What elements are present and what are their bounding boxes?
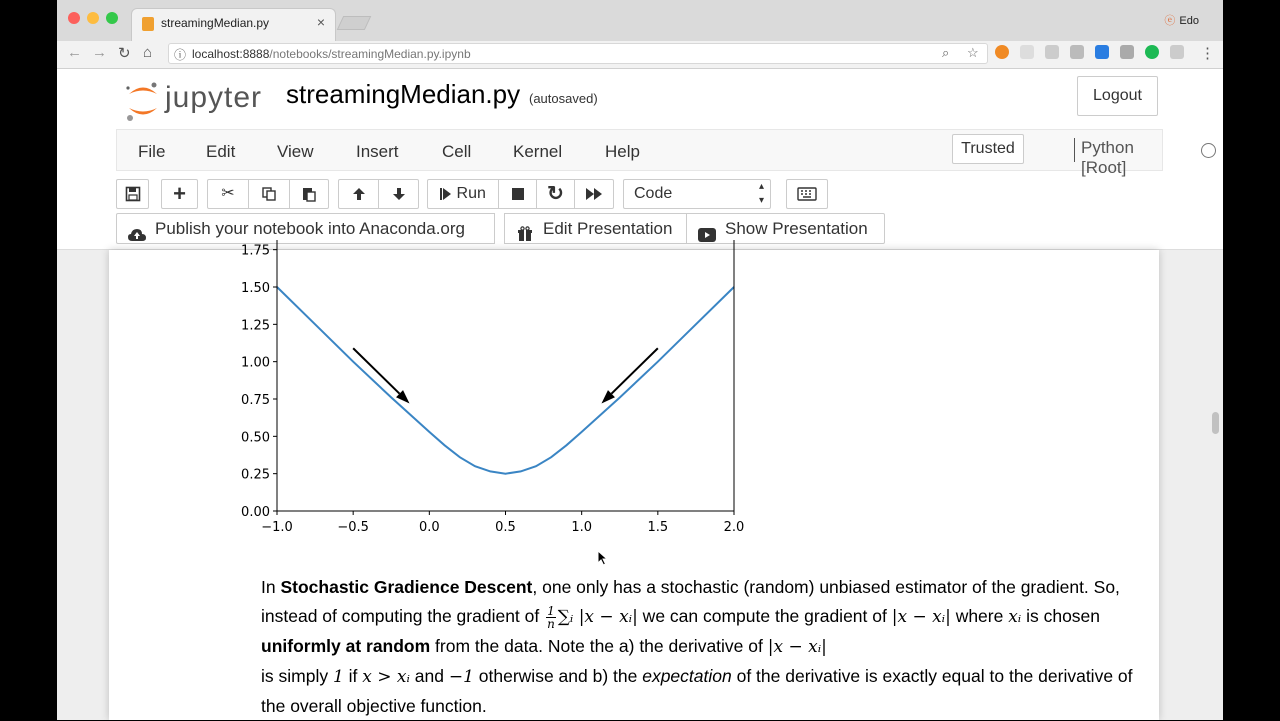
move-up-button[interactable] [338,179,379,209]
jupyter-header [57,69,1223,250]
forward-icon[interactable]: → [92,44,107,61]
math-minus-one: −1 [448,667,474,687]
jupyter-logo-icon [123,79,163,123]
url-text [192,47,471,61]
back-icon[interactable]: ← [67,44,82,61]
plus-icon: + [173,181,186,206]
zoom-icon[interactable]: ⌕ [942,45,950,60]
arrow-up-icon [351,186,367,202]
jupyter-logo[interactable] [123,79,283,123]
url-input[interactable] [168,43,988,64]
output-plot [241,243,817,550]
minimize-window-button[interactable] [87,12,99,24]
restart-button[interactable] [536,179,575,209]
info-icon: ⓘ [174,48,187,62]
save-button[interactable] [116,179,149,209]
publish-anaconda-button[interactable] [116,213,495,244]
select-arrows-icon: ▴ ▾ [758,181,764,206]
y-tick-label: 1.25 [241,318,270,334]
run-button[interactable] [427,179,499,209]
command-palette-button[interactable] [786,179,828,209]
x-tick-label: −1.0 [261,520,293,535]
toolbar [116,179,1163,213]
cut-button[interactable] [207,179,249,209]
md-text: is chosen [1021,606,1101,626]
extension-toolbar [116,213,1163,245]
md-text: otherwise and b) the [473,666,643,686]
insert-cell-button[interactable] [161,179,198,209]
jupyter-favicon-icon [142,17,154,31]
restart-run-all-button[interactable] [574,179,614,209]
md-text: we can compute the gradient of [637,606,892,626]
notebook-name[interactable]: streamingMedian.py [286,79,521,109]
md-bold-term: Stochastic Gradience Descent [280,577,533,597]
mouse-cursor-icon [597,550,609,566]
close-window-button[interactable] [68,12,80,24]
md-text: if [343,666,363,686]
md-bold-term: uniformly at random [261,636,431,656]
copy-button[interactable] [248,179,290,209]
gift-icon [517,222,533,251]
x-tick-label: 2.0 [723,520,745,535]
close-tab-icon[interactable]: × [316,14,325,30]
annotation-arrow-shaft [611,348,657,393]
menu-view[interactable]: View [277,142,314,161]
scissors-icon: ✂ [221,185,235,202]
x-tick-label: −0.5 [337,520,369,535]
tab-title: streamingMedian.py [161,16,270,30]
math-xi: xᵢ [1008,607,1022,627]
extension-funnel-icon[interactable] [1045,45,1059,59]
extension-g-icon[interactable] [1170,45,1184,59]
browser-window [57,0,1223,720]
url-host: localhost:8888 [192,47,270,61]
autosave-status: (autosaved) [529,91,598,106]
profile-name: Edo [1179,15,1199,27]
y-tick-label: 0.25 [241,467,270,483]
edit-presentation-button[interactable] [504,213,687,244]
extension-green-icon[interactable] [1145,45,1159,59]
stop-icon [511,187,525,201]
keyboard-icon [797,187,817,201]
x-tick-label: 0.5 [495,520,516,535]
copy-icon [261,186,277,202]
fraction-denominator: n [547,616,555,631]
md-text: In [261,577,281,597]
fast-forward-icon [585,187,603,201]
extension-orange-icon[interactable] [995,45,1009,59]
new-tab-button[interactable] [337,16,372,30]
run-label: Run [456,185,486,202]
notebook-area [57,243,1223,720]
math-condition: x > xᵢ [362,667,410,687]
jupyter-wordmark: jupyter [165,81,263,114]
markdown-cell[interactable] [261,573,1141,721]
y-tick-label: 1.00 [241,355,270,371]
kernel-name: Python [Root] [1074,138,1162,162]
profile-icon: ⓔ [1164,15,1176,27]
md-text: where [950,606,1009,626]
extension-dropbox-icon[interactable] [1095,45,1109,59]
browser-menu-icon[interactable]: ⋮ [1200,45,1215,62]
extension-doc-icon[interactable] [1070,45,1084,59]
tab-streamingmedian[interactable] [131,8,336,41]
move-down-button[interactable] [378,179,419,209]
run-icon [440,187,452,201]
cell-type-value: Code [634,185,673,202]
menu-bar [116,129,1163,177]
reload-icon[interactable]: ↻ [118,45,131,62]
trusted-badge[interactable]: Trusted [952,134,1024,164]
y-tick-label: 1.50 [241,281,270,296]
x-tick-label: 0.0 [418,520,440,535]
md-text: from the data. Note the a) the derivative of [430,636,768,656]
save-icon [125,186,141,202]
youtube-play-icon [698,222,716,251]
y-tick-label: 0.50 [241,430,270,446]
tab-strip [57,0,1223,41]
fraction-numerator: 1 [547,603,555,618]
math-sum-expression: ∑ᵢ |x − xᵢ| [557,607,638,627]
series-line [277,287,734,474]
y-tick-label: 0.00 [241,505,270,520]
md-text: and [409,666,449,686]
maximize-window-button[interactable] [106,12,118,24]
menu-kernel[interactable]: Kernel [513,142,563,161]
cell-type-select[interactable] [623,179,771,209]
edit-presentation-label: Edit Presentation [543,219,673,238]
menu-edit[interactable]: Edit [206,142,236,161]
math-abs-expression: |x − xᵢ| [767,637,827,657]
home-icon[interactable]: ⌂ [143,44,153,61]
show-presentation-label: Show Presentation [725,219,868,238]
bookmark-star-icon[interactable]: ☆ [967,45,979,60]
publish-label: Publish your notebook into Anaconda.org [155,219,466,238]
md-text: , one only has a stochastic (random) unbiased estimator of the gradient. So, instead of computing the gradient of [261,577,1120,626]
y-tick-label: 0.75 [241,393,270,408]
md-text: is simply [261,666,333,686]
menu-help[interactable]: Help [605,142,640,161]
profile-button[interactable] [1164,12,1199,28]
math-abs-expression: |x − xᵢ| [891,607,951,627]
paste-button[interactable] [289,179,329,209]
notebook-container [109,243,1159,720]
address-bar-row [57,41,1223,69]
arrow-down-icon [391,186,407,202]
cloud-upload-icon [128,222,146,251]
show-presentation-button[interactable] [686,213,885,244]
extension-grey-icon[interactable] [1020,45,1034,59]
y-tick-label: 1.75 [241,243,270,259]
url-path: /notebooks/streamingMedian.py.ipynb [269,47,471,61]
md-text: of the derivative is exactly equal to the derivative of the overall objective function. [261,666,1133,716]
menu-insert[interactable]: Insert [356,142,399,161]
x-tick-label: 1.0 [571,520,593,535]
menu-file[interactable]: File [138,142,166,161]
logout-button[interactable]: Logout [1077,76,1158,116]
restart-icon: ↻ [547,183,564,205]
md-italic-term: expectation [642,666,732,686]
scrollbar-thumb[interactable] [1212,412,1219,434]
paste-icon [301,186,317,202]
x-tick-label: 1.5 [647,520,669,535]
kernel-idle-icon [1201,143,1216,158]
extension-grid-icon[interactable] [1120,45,1134,59]
interrupt-button[interactable] [498,179,537,209]
annotation-arrow-shaft [353,348,399,393]
math-one: 1 [332,667,344,687]
math-fraction [546,605,556,630]
menu-cell[interactable]: Cell [442,142,472,161]
